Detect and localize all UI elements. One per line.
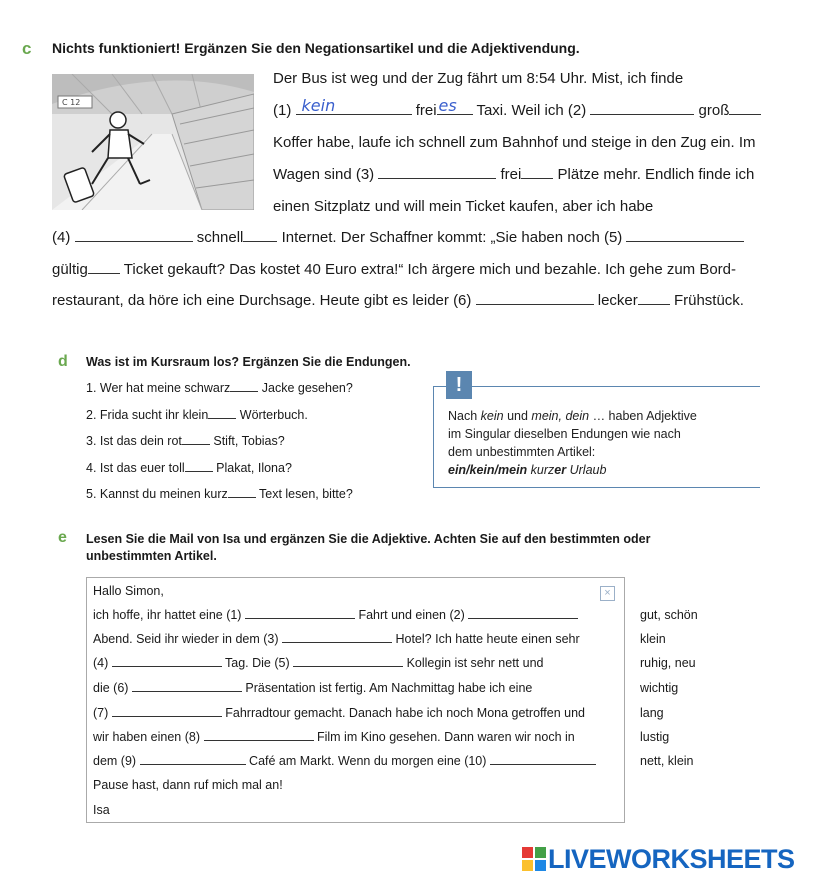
mail-text: Fahrt und einen (2) [358,608,465,622]
c-line-2 [273,96,761,119]
c-line-7 [52,261,736,278]
mail-row [93,730,575,744]
mail-text: Abend. Seid ihr wieder in dem (3) [93,632,279,646]
c-gap-3[interactable] [378,166,496,179]
d-item [86,434,285,448]
d-item-text: Wörterbuch. [239,408,308,422]
mail-text: (4) [93,656,109,670]
c-gap-2-ending[interactable] [729,102,761,115]
mail-text: Kollegin ist sehr nett und [406,656,544,670]
c-line-6 [52,229,744,246]
e-gap-9[interactable] [140,754,246,765]
mail-row [93,706,585,720]
c-gap-1[interactable] [296,96,412,115]
c-gap-1-answer: kein [301,96,336,115]
section-d-instruction: Was ist im Kursraum los? Ergänzen Sie die Endungen. [86,355,411,369]
c-gap-4-label: (4) [52,229,71,246]
adjective-hint: lustig [640,730,670,744]
d-item-text: 5. Kannst du meinen kurz [86,487,228,501]
platform-sign-text: C 12 [62,98,81,107]
d-gap[interactable] [228,487,256,498]
c-text-taxi: Taxi. Weil ich (2) [476,102,587,119]
e-gap-1[interactable] [245,608,355,619]
d-item-text: Text lesen, bitte? [259,487,353,501]
d-gap[interactable] [185,461,213,472]
mail-text: ich hoffe, ihr hattet eine (1) [93,608,242,622]
c-gap-5[interactable] [626,229,744,242]
c-gap-1-ending[interactable] [437,96,473,115]
mail-text: wir haben einen (8) [93,730,201,744]
d-gap[interactable] [182,434,210,445]
c-word-frei-2: frei [500,166,522,183]
e-gap-4[interactable] [112,656,222,667]
section-e-letter: e [58,529,67,546]
e-gap-7[interactable] [112,706,222,717]
c-word-lecker: lecker [597,292,638,309]
mail-text: Präsentation ist fertig. Am Nachmittag habe ich eine [245,681,533,695]
d-item-text: Jacke gesehen? [261,381,353,395]
mail-signature: Isa [93,803,110,817]
c-line-1: Der Bus ist weg und der Zug fährt um 8:54 Uhr. Mist, ich finde [273,70,684,87]
mail-text: Fahrradtour gemacht. Danach habe ich noch Mona getroffen und [225,706,585,720]
mail-text: dem (9) [93,754,137,768]
c-gap-1-label: (1) [273,102,292,119]
c-line-4 [273,166,754,183]
train-station-illustration [52,74,254,210]
adjective-hint: nett, klein [640,754,694,768]
d-item-text: 4. Ist das euer toll [86,461,185,475]
c-gap-3-label: Wagen sind (3) [273,166,375,183]
c-line-3: Koffer habe, laufe ich schnell zum Bahnhof und steige in den Zug ein. Im [273,134,756,151]
c-gap-5-ending[interactable] [88,261,120,274]
mail-row [93,681,532,695]
mail-row [93,632,580,646]
c-text-plaetze: Plätze mehr. Endlich finde ich [557,166,755,183]
d-item [86,461,292,475]
mail-row: Pause hast, dann ruf mich mal an! [93,778,283,792]
d-item-text: Stift, Tobias? [213,434,285,448]
mail-greeting: Hallo Simon, [93,584,164,598]
e-gap-5[interactable] [293,656,403,667]
section-c-letter: c [22,39,32,58]
mail-text: Café am Markt. Wenn du morgen eine (10) [249,754,487,768]
mail-text: die (6) [93,681,129,695]
section-d-letter: d [58,353,68,370]
mail-row [93,754,596,768]
section-e-instruction: Lesen Sie die Mail von Isa und ergänzen Sie die Adjektive. Achten Sie auf den bestimmten oder unbestimmten Artikel. [86,532,651,563]
adjective-hint: gut, schön [640,608,698,622]
c-gap-6[interactable] [476,292,594,305]
mail-row [93,656,543,670]
mail-text: (7) [93,706,109,720]
c-line-5: einen Sitzplatz und will mein Ticket kaufen, aber ich habe [273,198,654,215]
c-gap-4-ending[interactable] [243,229,277,242]
c-line-8 [52,292,744,309]
c-gap-2[interactable] [590,102,694,115]
mail-text: Film im Kino gesehen. Dann waren wir noch in [316,730,575,744]
adjective-hint: wichtig [640,681,679,695]
mail-text: Hotel? Ich hatte heute einen sehr [395,632,580,646]
e-gap-2[interactable] [468,608,578,619]
c-gap-4[interactable] [75,229,193,242]
adjective-hint: ruhig, neu [640,656,696,670]
close-icon[interactable]: × [600,586,615,601]
c-word-schnell: schnell [196,229,244,246]
grammar-note-text: Nach kein und mein, dein … haben Adjektive im Singular dieselben Endungen wie nach dem unbestimmten Artikel: ein/kein/mein kurzer Urlaub [448,409,697,477]
liveworksheets-brand[interactable]: LIVEWORKSHEETS [548,844,795,874]
liveworksheets-logo-icon [522,847,546,871]
mail-row [93,608,578,622]
c-gap-3-ending[interactable] [521,166,553,179]
c-text-restaurant: restaurant, da höre ich eine Durchsage. Heute gibt es leider (6) [52,292,472,309]
c-word-frei: frei [415,102,437,119]
e-gap-10[interactable] [490,754,596,765]
d-item-text: 1. Wer hat meine schwarz [86,381,231,395]
c-word-gross: groß [698,102,730,119]
c-text-schaffner: Internet. Der Schaffner kommt: „Sie haben noch (5) [281,229,623,246]
c-gap-1-ending-answer: es [438,96,457,115]
exclamation-icon: ! [446,371,472,399]
adjective-hint: lang [640,706,664,720]
c-word-gueltig: gültig [52,261,88,278]
d-gap[interactable] [208,408,236,419]
d-item-text: 3. Ist das dein rot [86,434,182,448]
c-gap-6-ending[interactable] [638,292,670,305]
d-gap[interactable] [230,381,258,392]
section-c-instruction: Nichts funktioniert! Ergänzen Sie den Negationsartikel und die Adjektivendung. [52,40,580,56]
e-gap-3[interactable] [282,632,392,643]
d-item [86,408,308,422]
d-item [86,381,353,395]
e-gap-8[interactable] [204,730,314,741]
d-item-text: 2. Frida sucht ihr klein [86,408,209,422]
mail-text: Tag. Die (5) [225,656,290,670]
c-text-ticket: Ticket gekauft? Das kostet 40 Euro extra!“ Ich ärgere mich und bezahle. Ich gehe zum Bord- [123,261,737,278]
d-item-text: Plakat, Ilona? [216,461,292,475]
adjective-hint: klein [640,632,666,646]
c-word-fruehstueck: Frühstück. [673,292,744,309]
d-item [86,487,353,501]
e-gap-6[interactable] [132,681,242,692]
